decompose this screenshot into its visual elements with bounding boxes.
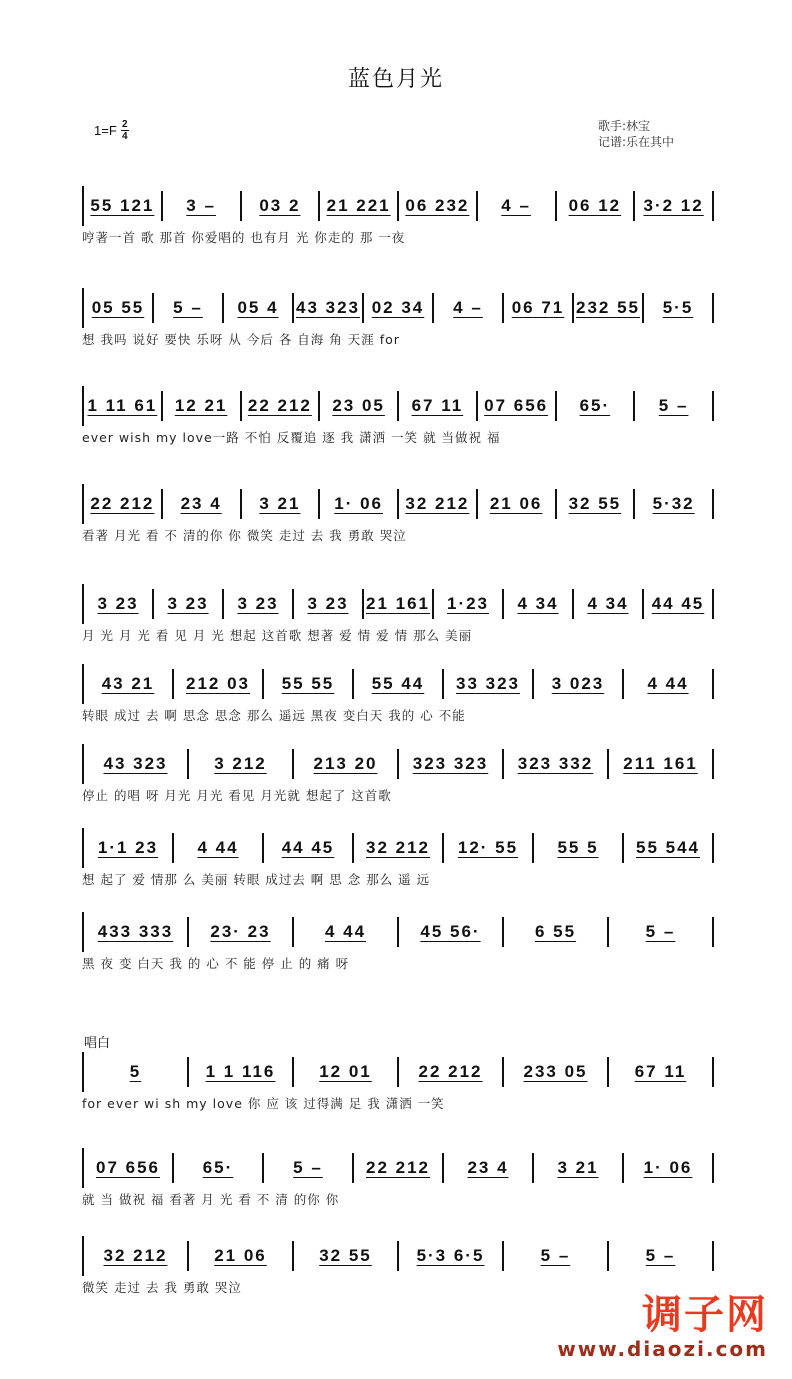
measure: 3 023	[534, 669, 624, 699]
measure: 23 4	[163, 489, 242, 519]
measure: 55 544	[624, 833, 714, 863]
score-system	[82, 828, 714, 892]
measure: 05 4	[224, 293, 294, 323]
measure: 232 55	[574, 293, 644, 323]
measure: 5·3 6·5	[399, 1241, 504, 1271]
measure: 55 5	[534, 833, 624, 863]
measure: 1· 06	[320, 489, 399, 519]
measure: 02 34	[364, 293, 434, 323]
lyrics-line: ever wish my love一路 不怕 反覆追 逐 我 潇洒 一笑 就 当做祝 福	[82, 430, 501, 445]
measure: 03 2	[242, 191, 321, 221]
measure: 07 656	[84, 1153, 174, 1183]
score-system	[82, 484, 714, 548]
measure: 32 55	[294, 1241, 399, 1271]
measure: 233 05	[504, 1057, 609, 1087]
lyrics-line: 就 当 做祝 福 看著 月 光 看 不 清 的你 你	[82, 1192, 340, 1207]
measure: 06 71	[504, 293, 574, 323]
transcriber-credit: 记谱:乐在其中	[598, 135, 675, 149]
notes-row	[82, 828, 714, 868]
measure: 5·5	[644, 293, 714, 323]
measure: 4 –	[434, 293, 504, 323]
measure: 3 21	[534, 1153, 624, 1183]
measure: 211 161	[609, 749, 714, 779]
notes-row	[82, 386, 714, 426]
measure: 23· 23	[189, 917, 294, 947]
measure: 1 11 61	[84, 391, 163, 421]
measure: 55 121	[84, 191, 163, 221]
measure: 5 –	[635, 391, 714, 421]
notes-row	[82, 1148, 714, 1188]
time-signature: $\frac{2}{4}$	[121, 119, 128, 142]
measure: 43 323	[294, 293, 364, 323]
measure: 22 212	[354, 1153, 444, 1183]
score-system	[82, 288, 714, 352]
measure: 4 34	[504, 589, 574, 619]
measure: 44 45	[644, 589, 714, 619]
measure: 07 656	[478, 391, 557, 421]
measure: 4 –	[478, 191, 557, 221]
measure: 12· 55	[444, 833, 534, 863]
lyrics-line: 月 光 月 光 看 见 月 光 想起 这首歌 想著 爱 情 爱 情 那么 美丽	[82, 628, 473, 643]
measure: 32 55	[557, 489, 636, 519]
measure: 23 4	[444, 1153, 534, 1183]
measure: 5 –	[264, 1153, 354, 1183]
measure: 5 –	[609, 1241, 714, 1271]
lyrics-line: for ever wi sh my love 你 应 该 过得满 足 我 潇洒 一笑	[82, 1096, 445, 1111]
measure: 06 232	[399, 191, 478, 221]
measure: 433 333	[84, 917, 189, 947]
measure: 32 212	[84, 1241, 189, 1271]
score-system	[82, 744, 714, 808]
score-system	[82, 912, 714, 976]
notes-row	[82, 484, 714, 524]
measure: 3 23	[154, 589, 224, 619]
measure: 5 –	[609, 917, 714, 947]
notes-row	[82, 912, 714, 952]
measure: 5 –	[504, 1241, 609, 1271]
score-system	[82, 664, 714, 728]
lyrics-line: 转眼 成过 去 啊 思念 思念 那么 遥远 黑夜 变白天 我的 心 不能	[82, 708, 466, 723]
measure: 1·1 23	[84, 833, 174, 863]
notes-row	[82, 664, 714, 704]
score-system	[82, 386, 714, 450]
measure: 12 21	[163, 391, 242, 421]
score-system	[82, 1236, 714, 1300]
measure: 32 212	[399, 489, 478, 519]
measure: 55 44	[354, 669, 444, 699]
lyrics-line: 微笑 走过 去 我 勇敢 哭泣	[82, 1280, 242, 1295]
notes-row	[82, 1052, 714, 1092]
measure: 44 45	[264, 833, 354, 863]
measure: 06 12	[557, 191, 636, 221]
score-system	[82, 584, 714, 648]
measure: 213 20	[294, 749, 399, 779]
measure: 323 332	[504, 749, 609, 779]
notes-row	[82, 1236, 714, 1276]
notes-row	[82, 584, 714, 624]
notes-row	[82, 288, 714, 328]
measure: 55 55	[264, 669, 354, 699]
lyrics-line: 黑 夜 变 白天 我 的 心 不 能 停 止 的 痛 呀	[82, 956, 350, 971]
spoken-label: 唱白	[84, 1036, 111, 1051]
measure: 43 323	[84, 749, 189, 779]
measure: 43 21	[84, 669, 174, 699]
notes-row	[82, 744, 714, 784]
measure: 21 06	[478, 489, 557, 519]
measure: 23 05	[320, 391, 399, 421]
measure: 4 44	[294, 917, 399, 947]
measure: 5·32	[635, 489, 714, 519]
measure: 3 21	[242, 489, 321, 519]
measure: 5 –	[154, 293, 224, 323]
lyrics-line: 想 起了 爱 情那 么 美丽 转眼 成过去 啊 思 念 那么 遥 远	[82, 872, 431, 887]
singer-credit: 歌手:林宝	[598, 119, 651, 133]
measure: 1 1 116	[189, 1057, 294, 1087]
measure: 65·	[557, 391, 636, 421]
measure: 33 323	[444, 669, 534, 699]
credits	[598, 118, 674, 150]
notes-row	[82, 186, 714, 226]
measure: 65·	[174, 1153, 264, 1183]
key-text: 1=F	[94, 123, 117, 138]
watermark	[557, 1293, 768, 1361]
measure: 4 44	[174, 833, 264, 863]
lyrics-line: 看著 月光 看 不 清的你 你 微笑 走过 去 我 勇敢 哭泣	[82, 528, 407, 543]
measure: 6 55	[504, 917, 609, 947]
measure: 4 34	[574, 589, 644, 619]
measure: 22 212	[84, 489, 163, 519]
measure: 67 11	[609, 1057, 714, 1087]
lyrics-line: 想 我吗 说好 要快 乐呀 从 今后 各 自海 角 天涯 for	[82, 332, 400, 347]
measure: 22 212	[242, 391, 321, 421]
measure: 67 11	[399, 391, 478, 421]
measure: 5	[84, 1057, 189, 1087]
measure: 21 06	[189, 1241, 294, 1271]
measure: 1· 06	[624, 1153, 714, 1183]
measure: 3 23	[224, 589, 294, 619]
measure: 3 23	[294, 589, 364, 619]
watermark-logo: 调子网	[642, 1292, 768, 1338]
lyrics-line: 哼著一首 歌 那首 你爱唱的 也有月 光 你走的 那 一夜	[82, 230, 406, 245]
score-system	[82, 186, 714, 250]
watermark-url: www.diaozi.com	[557, 1337, 768, 1361]
measure: 21 161	[364, 589, 434, 619]
measure: 32 212	[354, 833, 444, 863]
measure: 3 212	[189, 749, 294, 779]
measure: 45 56·	[399, 917, 504, 947]
measure: 1·23	[434, 589, 504, 619]
measure: 3 –	[163, 191, 242, 221]
measure: 05 55	[84, 293, 154, 323]
measure: 323 323	[399, 749, 504, 779]
measure: 4 44	[624, 669, 714, 699]
key-signature	[94, 120, 129, 141]
measure: 3 23	[84, 589, 154, 619]
lyrics-line: 停止 的唱 呀 月光 月光 看见 月光就 想起了 这首歌	[82, 788, 392, 803]
measure: 212 03	[174, 669, 264, 699]
score-system	[82, 1052, 714, 1116]
measure: 3·2 12	[635, 191, 714, 221]
measure: 22 212	[399, 1057, 504, 1087]
measure: 12 01	[294, 1057, 399, 1087]
measure: 21 221	[320, 191, 399, 221]
score-system	[82, 1148, 714, 1212]
song-title: 蓝色月光	[347, 67, 444, 92]
